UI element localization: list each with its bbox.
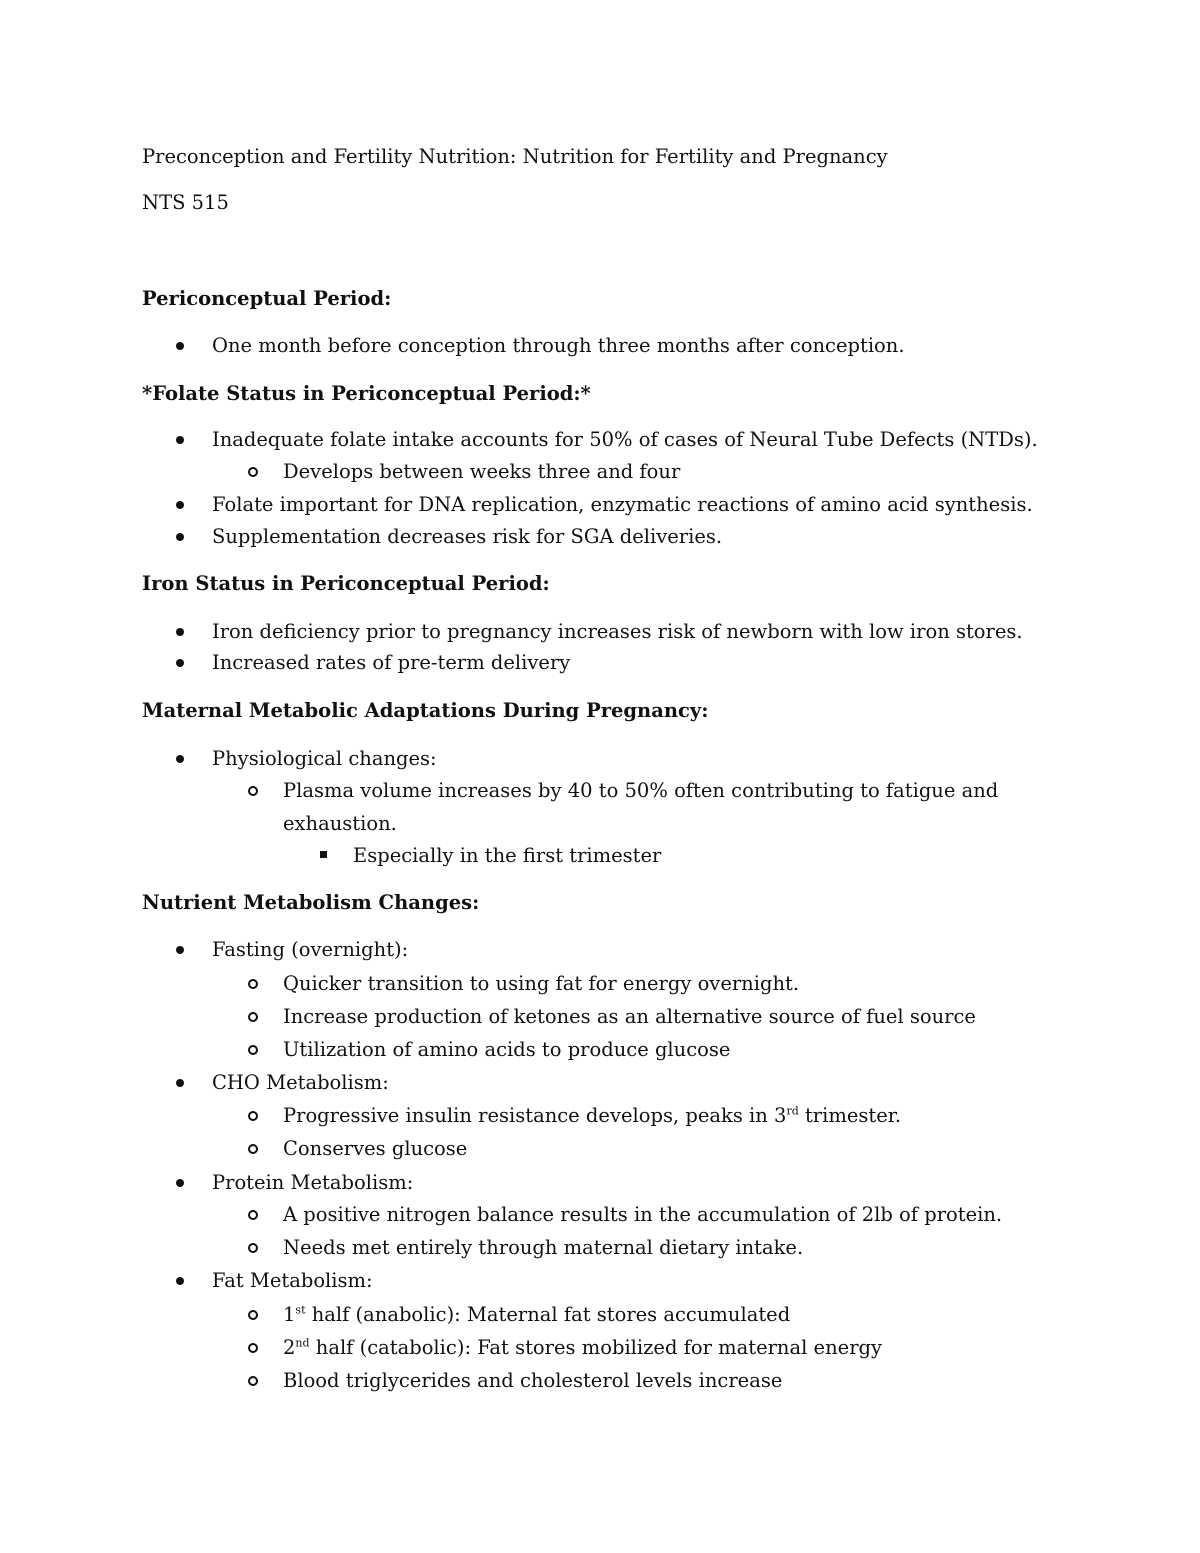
- section-heading-iron: Iron Status in Periconceptual Period:: [142, 572, 550, 595]
- bullet-ring-icon: [248, 1343, 258, 1353]
- bullet-disc-icon: [176, 501, 184, 509]
- list-item: Fasting (overnight):: [212, 938, 409, 961]
- list-item: CHO Metabolism:: [212, 1071, 389, 1094]
- list-item: Protein Metabolism:: [212, 1171, 414, 1194]
- list-item: Supplementation decreases risk for SGA deliveries.: [212, 525, 723, 548]
- cho-text: Progressive insulin resistance develops, peaks in 3: [283, 1104, 787, 1127]
- section-heading-nutrient: Nutrient Metabolism Changes:: [142, 891, 480, 914]
- list-subitem: Blood triglycerides and cholesterol levels increase: [283, 1369, 783, 1392]
- list-subitem-continuation: exhaustion.: [283, 812, 397, 835]
- bullet-ring-icon: [248, 786, 258, 796]
- list-item: Iron deficiency prior to pregnancy increases risk of newborn with low iron stores.: [212, 620, 1023, 643]
- list-subitem: Quicker transition to using fat for energy overnight.: [283, 972, 800, 995]
- list-item: Physiological changes:: [212, 747, 437, 770]
- bullet-ring-icon: [248, 1111, 258, 1121]
- list-item: One month before conception through three months after conception.: [212, 334, 905, 357]
- bullet-disc-icon: [176, 659, 184, 667]
- ordinal-suffix: st: [295, 1303, 306, 1317]
- list-item: Increased rates of pre-term delivery: [212, 651, 571, 674]
- bullet-ring-icon: [248, 1210, 258, 1220]
- fat-text: half (catabolic): Fat stores mobilized for maternal energy: [309, 1336, 883, 1359]
- bullet-disc-icon: [176, 946, 184, 954]
- list-subitem: Plasma volume increases by 40 to 50% often contributing to fatigue and: [283, 779, 999, 802]
- list-subitem: Conserves glucose: [283, 1137, 468, 1160]
- bullet-ring-icon: [248, 979, 258, 989]
- list-subitem: Utilization of amino acids to produce glucose: [283, 1038, 731, 1061]
- bullet-disc-icon: [176, 628, 184, 636]
- ordinal-number: 2: [283, 1336, 296, 1359]
- bullet-square-icon: [320, 851, 327, 858]
- list-item: Folate important for DNA replication, enzymatic reactions of amino acid synthesis.: [212, 493, 1033, 516]
- section-heading-maternal: Maternal Metabolic Adaptations During Pregnancy:: [142, 699, 709, 722]
- list-subitem: [283, 1106, 901, 1126]
- bullet-ring-icon: [248, 467, 258, 477]
- bullet-ring-icon: [248, 1376, 258, 1386]
- ordinal-number: 1: [283, 1303, 296, 1326]
- list-subsubitem: Especially in the first trimester: [353, 844, 662, 867]
- list-subitem: Develops between weeks three and four: [283, 460, 681, 483]
- bullet-ring-icon: [248, 1012, 258, 1022]
- bullet-disc-icon: [176, 342, 184, 350]
- ordinal-suffix: rd: [786, 1104, 799, 1118]
- bullet-disc-icon: [176, 755, 184, 763]
- course-code: NTS 515: [142, 191, 229, 214]
- list-subitem: A positive nitrogen balance results in the accumulation of 2lb of protein.: [283, 1203, 1003, 1226]
- bullet-disc-icon: [176, 1079, 184, 1087]
- bullet-ring-icon: [248, 1045, 258, 1055]
- fat-text: half (anabolic): Maternal fat stores accumulated: [305, 1303, 791, 1326]
- list-item: Inadequate folate intake accounts for 50% of cases of Neural Tube Defects (NTDs).: [212, 428, 1038, 451]
- list-item: Fat Metabolism:: [212, 1269, 373, 1292]
- list-subitem: [283, 1305, 790, 1325]
- bullet-disc-icon: [176, 1179, 184, 1187]
- cho-text-tail: trimester.: [798, 1104, 902, 1127]
- document-title: Preconception and Fertility Nutrition: Nutrition for Fertility and Pregnancy: [142, 145, 888, 168]
- ordinal-suffix: nd: [295, 1336, 310, 1350]
- bullet-ring-icon: [248, 1310, 258, 1320]
- bullet-ring-icon: [248, 1243, 258, 1253]
- bullet-disc-icon: [176, 1277, 184, 1285]
- bullet-ring-icon: [248, 1144, 258, 1154]
- bullet-disc-icon: [176, 436, 184, 444]
- list-subitem: [283, 1338, 882, 1358]
- section-heading-folate: *Folate Status in Periconceptual Period:*: [142, 382, 591, 405]
- list-subitem: Needs met entirely through maternal dietary intake.: [283, 1236, 804, 1259]
- list-subitem: Increase production of ketones as an alternative source of fuel source: [283, 1005, 976, 1028]
- section-heading-periconceptual: Periconceptual Period:: [142, 287, 392, 310]
- bullet-disc-icon: [176, 533, 184, 541]
